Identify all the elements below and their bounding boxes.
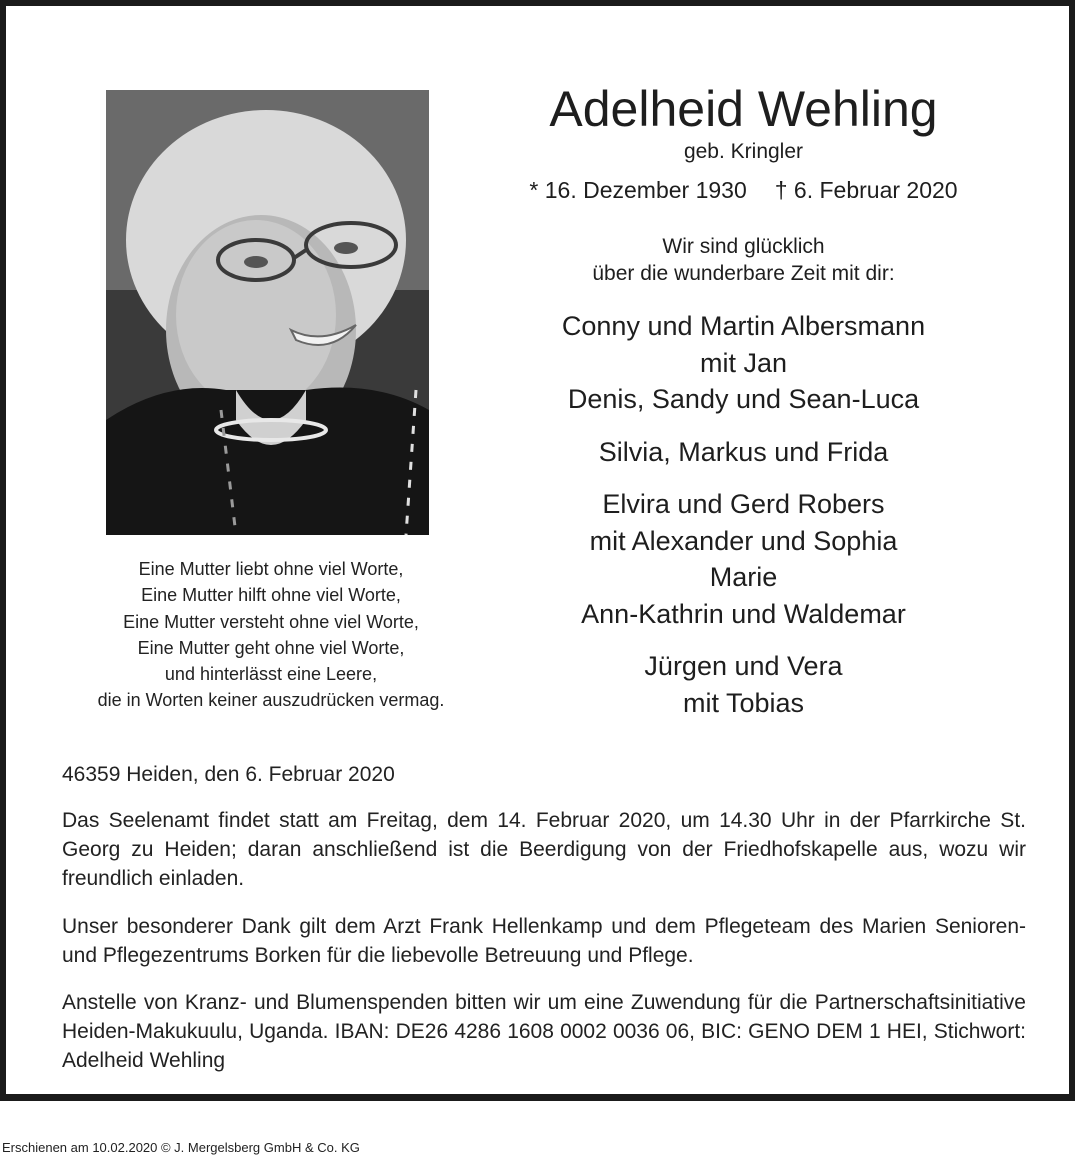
portrait-illustration	[106, 90, 429, 535]
family-group	[476, 648, 1011, 721]
family-line: mit Jan	[699, 347, 788, 378]
poem-line: Eine Mutter geht ohne viel Worte,	[137, 637, 405, 658]
intro-text	[476, 233, 1011, 287]
family-group	[476, 486, 1011, 632]
family-list	[476, 308, 1011, 737]
funeral-info-paragraph: Das Seelenamt findet statt am Freitag, dem 14. Februar 2020, um 14.30 Uhr in der Pfarrkirche St. Georg zu Heiden; daran anschließend ist die Beerdigung von der Friedhofskapelle aus, wozu wir freundlich einladen.	[62, 809, 1026, 890]
family-line: Denis, Sandy und Sean-Luca	[567, 384, 920, 414]
publication-footer: Erschienen am 10.02.2020 © J. Mergelsberg GmbH & Co. KG	[2, 1140, 360, 1155]
poem-line: Eine Mutter liebt ohne viel Worte,	[138, 559, 404, 579]
family-line: Silvia, Markus und Frida	[598, 436, 889, 467]
birth-name: geb. Kringler	[683, 140, 804, 163]
donation-paragraph: Anstelle von Kranz- und Blumenspenden bitten wir um eine Zuwendung für die Partnerschaftsinitiative Heiden-Makukuulu, Uganda. IBAN: DE26 4286 1608 0002 0036 06, BIC: GENO DEM 1 HEI, Stichwort: Adelheid Wehling	[62, 991, 1026, 1072]
family-line: Jürgen und Vera	[644, 651, 843, 681]
life-dates	[476, 176, 1011, 204]
poem-line: die in Worten keiner auszudrücken vermag.	[97, 690, 445, 711]
intro-line: Wir sind glücklich	[662, 235, 825, 258]
poem-line: und hinterlässt eine Leere,	[164, 664, 378, 685]
poem-line: Eine Mutter hilft ohne viel Worte,	[141, 585, 401, 606]
deceased-name: Adelheid Wehling	[549, 81, 938, 137]
birth-date: * 16. Dezember 1930	[529, 177, 747, 203]
family-line: Elvira und Gerd Robers	[602, 489, 885, 519]
poem	[46, 556, 496, 714]
intro-line: über die wunderbare Zeit mit dir:	[592, 262, 895, 285]
family-line: mit Alexander und Sophia	[589, 525, 898, 556]
death-date: † 6. Februar 2020	[774, 177, 958, 203]
family-group	[476, 434, 1011, 471]
thanks-paragraph: Unser besonderer Dank gilt dem Arzt Frank Hellenkamp und dem Pflegeteam des Marien Senioren- und Pflegezentrums Borken für die liebevolle Betreuung und Pflege.	[62, 915, 1026, 967]
place-date: 46359 Heiden, den 6. Februar 2020	[62, 763, 395, 786]
family-line: Ann-Kathrin und Waldemar	[581, 598, 906, 629]
family-line: Marie	[709, 562, 778, 592]
portrait-photo	[106, 90, 429, 535]
family-group	[476, 308, 1011, 418]
family-line: Conny und Martin Albersmann	[561, 311, 926, 341]
poem-line: Eine Mutter versteht ohne viel Worte,	[123, 611, 419, 632]
family-line: mit Tobias	[682, 687, 805, 718]
